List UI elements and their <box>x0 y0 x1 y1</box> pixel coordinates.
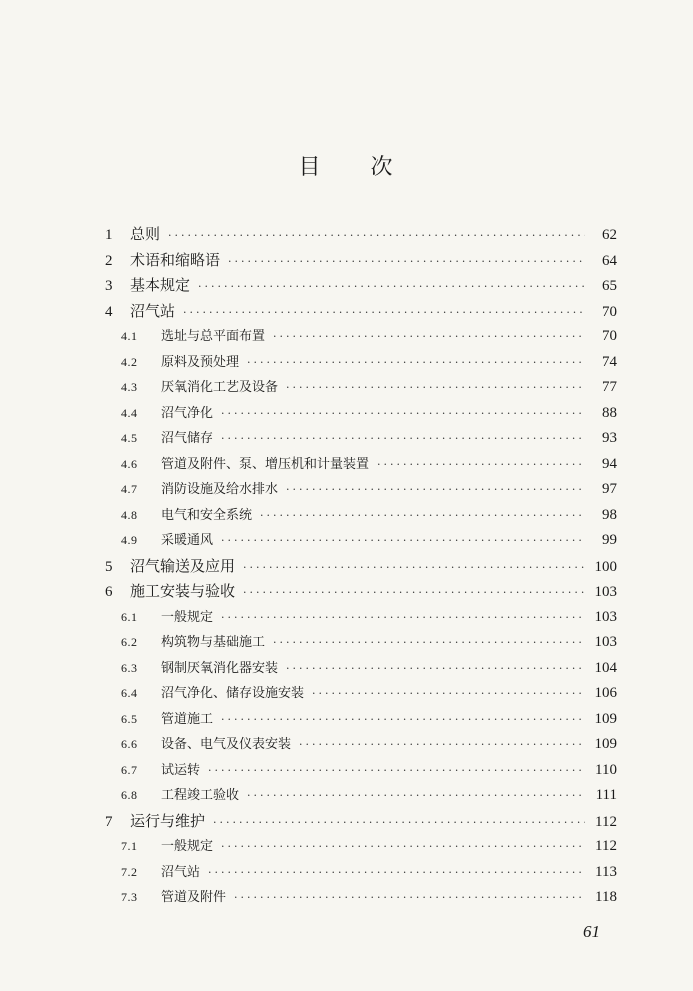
toc-leader-dots <box>213 810 585 835</box>
toc-entry-page: 74 <box>602 353 617 370</box>
toc-entry-page: 110 <box>595 761 617 778</box>
toc-entry-number: 4.8 <box>121 507 138 522</box>
toc-leader-dots <box>247 350 585 376</box>
toc-entry-page: 113 <box>595 863 617 880</box>
toc-section-row[interactable] <box>105 375 617 401</box>
title-char-1: 目 <box>298 155 323 180</box>
toc-entry-label: 术语和缩略语 <box>130 250 221 269</box>
toc-entry-label: 管道及附件 <box>161 890 227 905</box>
toc-entry-page: 88 <box>602 404 617 421</box>
page-title <box>0 150 693 181</box>
toc-leader-dots <box>286 375 585 401</box>
toc-entry-label: 原料及预处理 <box>161 354 240 370</box>
toc-entry-number: 1 <box>105 227 113 243</box>
toc-chapter-row[interactable] <box>105 809 617 835</box>
toc-entry-label: 沼气输送及应用 <box>130 556 236 575</box>
toc-leader-dots <box>247 783 585 809</box>
toc-section-row[interactable] <box>105 426 617 452</box>
toc-entry-page: 70 <box>602 303 617 320</box>
toc-entry-label: 沼气站 <box>130 301 176 320</box>
toc-entry-page: 104 <box>594 659 617 676</box>
toc-entry-label: 工程竣工验收 <box>161 788 240 803</box>
toc-entry-number: 6.6 <box>121 737 138 751</box>
toc-chapter-row[interactable] <box>105 299 617 325</box>
toc-leader-dots <box>312 681 585 707</box>
toc-section-row[interactable] <box>105 528 617 554</box>
toc-entry-label: 沼气站 <box>161 864 201 880</box>
toc-entry-label: 试运转 <box>161 762 201 778</box>
toc-leader-dots <box>198 274 585 299</box>
toc-chapter-row[interactable] <box>105 273 617 299</box>
toc-leader-dots <box>208 860 585 886</box>
toc-section-row[interactable] <box>105 656 617 682</box>
toc-entry-number: 7.1 <box>121 839 138 853</box>
toc-leader-dots <box>183 300 585 325</box>
toc-entry-page: 118 <box>595 889 617 905</box>
toc-entry-number: 4.3 <box>121 380 138 394</box>
toc-entry-number: 3 <box>105 278 113 294</box>
toc-entry-label: 沼气净化 <box>161 405 214 421</box>
toc-entry-number: 6.8 <box>121 788 138 802</box>
toc-section-row[interactable] <box>105 324 617 350</box>
toc-entry-page: 64 <box>602 252 617 269</box>
toc-leader-dots <box>243 555 585 580</box>
toc-entry-label: 采暖通风 <box>161 533 214 548</box>
table-of-contents <box>105 222 617 911</box>
toc-leader-dots <box>221 605 585 631</box>
toc-entry-page: 103 <box>594 584 617 600</box>
toc-entry-page: 94 <box>602 455 617 472</box>
toc-entry-label: 管道及附件、泵、增压机和计量装置 <box>161 456 370 472</box>
toc-leader-dots <box>221 834 585 860</box>
toc-entry-label: 厌氧消化工艺及设备 <box>161 380 279 395</box>
toc-leader-dots <box>286 656 585 682</box>
toc-entry-label: 钢制厌氧消化器安装 <box>161 660 279 676</box>
toc-entry-label: 消防设施及给水排水 <box>161 482 279 497</box>
toc-leader-dots <box>208 758 585 784</box>
toc-section-row[interactable] <box>105 885 617 911</box>
toc-leader-dots <box>221 401 585 427</box>
toc-leader-dots <box>221 426 585 452</box>
toc-entry-page: 97 <box>602 481 617 497</box>
toc-section-row[interactable] <box>105 452 617 478</box>
toc-entry-label: 设备、电气及仪表安装 <box>161 737 292 752</box>
toc-entry-label: 运行与维护 <box>130 811 206 830</box>
toc-entry-number: 4.4 <box>121 405 138 420</box>
toc-entry-number: 7.3 <box>121 890 138 904</box>
toc-entry-label: 一般规定 <box>161 839 214 854</box>
toc-entry-label: 电气和安全系统 <box>161 507 253 523</box>
toc-leader-dots <box>273 630 585 656</box>
toc-leader-dots <box>221 707 585 733</box>
toc-entry-page: 109 <box>594 736 617 752</box>
toc-chapter-row[interactable] <box>105 579 617 605</box>
toc-entry-number: 6.5 <box>121 711 138 726</box>
toc-entry-page: 100 <box>594 558 617 575</box>
toc-entry-number: 2 <box>105 252 113 269</box>
toc-entry-number: 4.1 <box>121 329 138 343</box>
toc-entry-page: 103 <box>594 608 617 625</box>
toc-section-row[interactable] <box>105 783 617 809</box>
toc-entry-label: 总则 <box>130 225 161 243</box>
toc-entry-number: 6.4 <box>121 686 138 700</box>
toc-leader-dots <box>273 324 585 350</box>
toc-section-row[interactable] <box>105 681 617 707</box>
toc-entry-page: 112 <box>595 838 617 854</box>
toc-leader-dots <box>234 885 585 911</box>
toc-entry-page: 98 <box>602 506 617 523</box>
toc-entry-page: 103 <box>594 634 617 650</box>
toc-entry-number: 4.5 <box>121 431 138 445</box>
toc-entry-label: 选址与总平面布置 <box>161 329 266 344</box>
toc-entry-number: 7 <box>105 813 113 830</box>
footer-page-number: 61 <box>583 922 600 941</box>
toc-entry-number: 6.7 <box>121 762 138 777</box>
toc-section-row[interactable] <box>105 503 617 529</box>
toc-leader-dots <box>168 223 585 248</box>
toc-entry-number: 4.2 <box>121 354 138 369</box>
toc-entry-page: 70 <box>602 328 617 344</box>
toc-leader-dots <box>377 452 585 478</box>
toc-section-row[interactable] <box>105 401 617 427</box>
toc-leader-dots <box>260 503 585 529</box>
toc-entry-number: 4.7 <box>121 482 138 496</box>
toc-entry-label: 沼气储存 <box>161 431 214 446</box>
toc-section-row[interactable] <box>105 605 617 631</box>
toc-leader-dots <box>299 732 585 758</box>
toc-entry-page: 93 <box>602 430 617 446</box>
toc-entry-page: 77 <box>602 379 617 395</box>
toc-section-row[interactable] <box>105 758 617 784</box>
toc-chapter-row[interactable] <box>105 554 617 580</box>
toc-entry-number: 5 <box>105 558 113 575</box>
toc-section-row[interactable] <box>105 630 617 656</box>
toc-section-row[interactable] <box>105 860 617 886</box>
toc-entry-number: 6 <box>105 584 113 600</box>
toc-entry-number: 6.1 <box>121 609 138 624</box>
toc-entry-page: 106 <box>594 685 617 701</box>
toc-leader-dots <box>228 249 585 274</box>
toc-leader-dots <box>286 477 585 503</box>
toc-entry-page: 65 <box>602 278 617 294</box>
toc-entry-number: 6.2 <box>121 635 138 649</box>
toc-entry-label: 基本规定 <box>130 276 191 294</box>
title-char-2: 次 <box>370 155 395 180</box>
toc-entry-number: 4.9 <box>121 533 138 547</box>
toc-section-row[interactable] <box>105 834 617 860</box>
toc-entry-number: 4.6 <box>121 456 138 471</box>
toc-leader-dots <box>221 528 585 554</box>
toc-section-row[interactable] <box>105 350 617 376</box>
toc-entry-number: 7.2 <box>121 864 138 879</box>
toc-entry-page: 99 <box>602 532 617 548</box>
toc-entry-number: 6.3 <box>121 660 138 675</box>
toc-chapter-row[interactable] <box>105 222 617 248</box>
toc-section-row[interactable] <box>105 732 617 758</box>
toc-entry-label: 构筑物与基础施工 <box>161 635 266 650</box>
toc-entry-label: 一般规定 <box>161 609 214 625</box>
toc-entry-page: 111 <box>595 787 617 803</box>
toc-entry-page: 109 <box>594 710 617 727</box>
toc-section-row[interactable] <box>105 477 617 503</box>
toc-entry-label: 施工安装与验收 <box>130 582 236 600</box>
toc-entry-label: 管道施工 <box>161 711 214 727</box>
toc-entry-label: 沼气净化、储存设施安装 <box>161 686 305 701</box>
toc-section-row[interactable] <box>105 707 617 733</box>
toc-entry-page: 112 <box>595 813 617 830</box>
toc-entry-page: 62 <box>602 227 617 243</box>
toc-leader-dots <box>243 580 585 605</box>
toc-entry-number: 4 <box>105 303 113 320</box>
toc-chapter-row[interactable] <box>105 248 617 274</box>
